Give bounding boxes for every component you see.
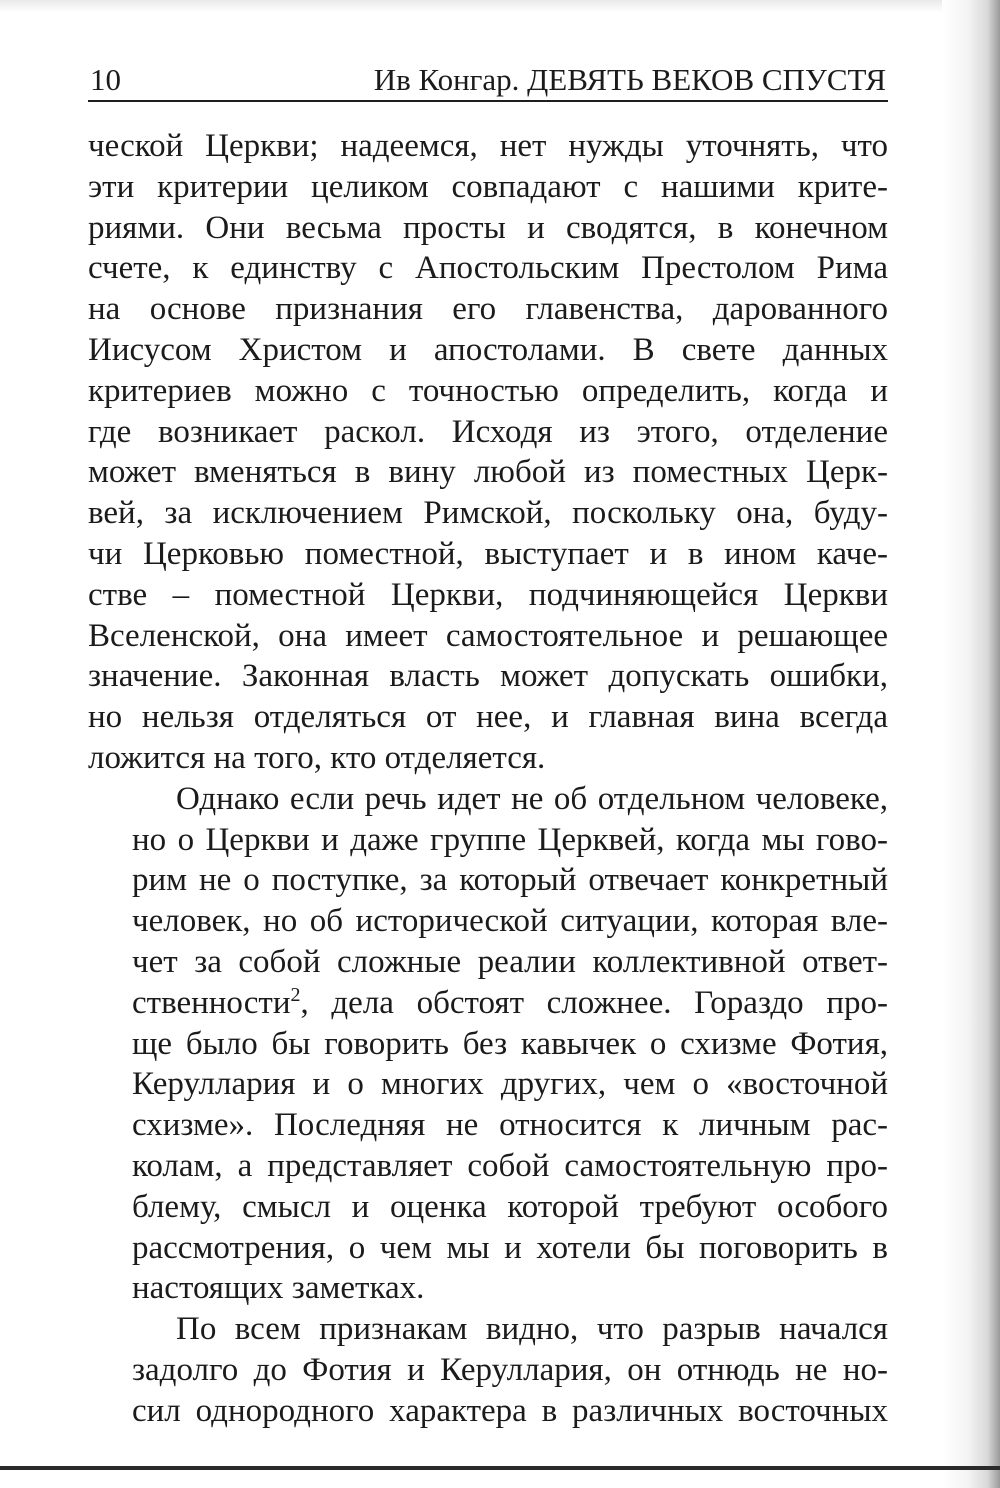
- text-line: эти критерии целиком совпадают с нашими крите-: [88, 168, 888, 205]
- footnote-reference[interactable]: 2: [290, 983, 301, 1006]
- running-title: Ив Конгар. ДЕВЯТЬ ВЕКОВ СПУСТЯ: [373, 62, 886, 97]
- text-line: блему, смысл и оценка которой требуют особого: [132, 1188, 888, 1225]
- text-line: ложится на того, кто отделяется.: [88, 739, 546, 776]
- text-line: вей, за исключением Римской, поскольку она, буду-: [88, 495, 888, 532]
- text-line: ческой Церкви; надеемся, нет нужды уточнять, что: [88, 128, 888, 164]
- paragraph-1: [88, 126, 888, 779]
- text-fragment: , дела обстоят сложнее. Гораздо про-: [300, 984, 888, 1021]
- text-fragment: ственности: [132, 984, 291, 1021]
- page-top-edge-shadow: [0, 0, 1000, 12]
- text-line: риями. Они весьма просты и сводятся, в конечном: [88, 209, 888, 246]
- text-line: схизме». Последняя не относится к личным рас-: [132, 1107, 888, 1144]
- text-line: счете, к единству с Апостольским Престолом Рима: [88, 250, 888, 287]
- text-line: задолго до Фотия и Керуллария, он отнюдь не но-: [132, 1351, 888, 1388]
- text-line: но о Церкви и даже группе Церквей, когда мы гово-: [132, 821, 888, 858]
- running-header: [88, 58, 888, 102]
- paragraph-3: [88, 1309, 888, 1431]
- page-spine-shadow: [942, 0, 1000, 1488]
- text-line: сил однородного характера в различных восточных: [132, 1392, 888, 1429]
- text-line: но нельзя отделяться от нее, и главная вина всегда: [88, 699, 888, 736]
- text-line: Керуллария и о многих других, чем о «восточной: [132, 1066, 888, 1103]
- text-line: Иисусом Христом и апостолами. В свете данных: [88, 331, 888, 368]
- text-line-with-footnote: [88, 983, 888, 1024]
- text-line: где возникает раскол. Исходя из этого, отделение: [88, 413, 888, 450]
- text-line: Вселенской, она имеет самостоятельное и решающее: [88, 617, 888, 654]
- body-text: [88, 126, 888, 1432]
- text-line: чи Церковью поместной, выступает и в ином каче-: [88, 535, 888, 572]
- text-line: человек, но об исторической ситуации, которая вле-: [132, 903, 888, 940]
- text-line: может вменяться в вину любой из поместных Церк-: [88, 454, 888, 491]
- text-line: рим не о поступке, за который отвечает конкретный: [132, 862, 888, 899]
- text-line: настоящих заметках.: [132, 1270, 425, 1307]
- text-line: колам, а представляет собой самостоятельную про-: [132, 1147, 888, 1184]
- page-number: 10: [90, 62, 121, 97]
- text-line: Однако если речь идет не об отдельном человеке,: [176, 780, 888, 817]
- text-line: значение. Законная власть может допускать ошибки,: [88, 658, 888, 695]
- text-line: стве – поместной Церкви, подчиняющейся Церкви: [88, 576, 888, 613]
- paragraph-2: [88, 779, 888, 1309]
- text-line: щe было бы говорить без кавычек о схизме Фотия,: [132, 1025, 888, 1062]
- page-bottom-edge: [0, 1466, 1000, 1470]
- text-line: на основе признания его главенства, дарованного: [88, 291, 888, 328]
- text-line: критериев можно с точностью определить, когда и: [88, 372, 888, 409]
- text-line: По всем признакам видно, что разрыв начался: [176, 1311, 888, 1348]
- text-line: чет за собой сложные реалии коллективной ответ-: [132, 943, 888, 980]
- text-line: рассмотрения, о чем мы и хотели бы поговорить в: [132, 1229, 888, 1266]
